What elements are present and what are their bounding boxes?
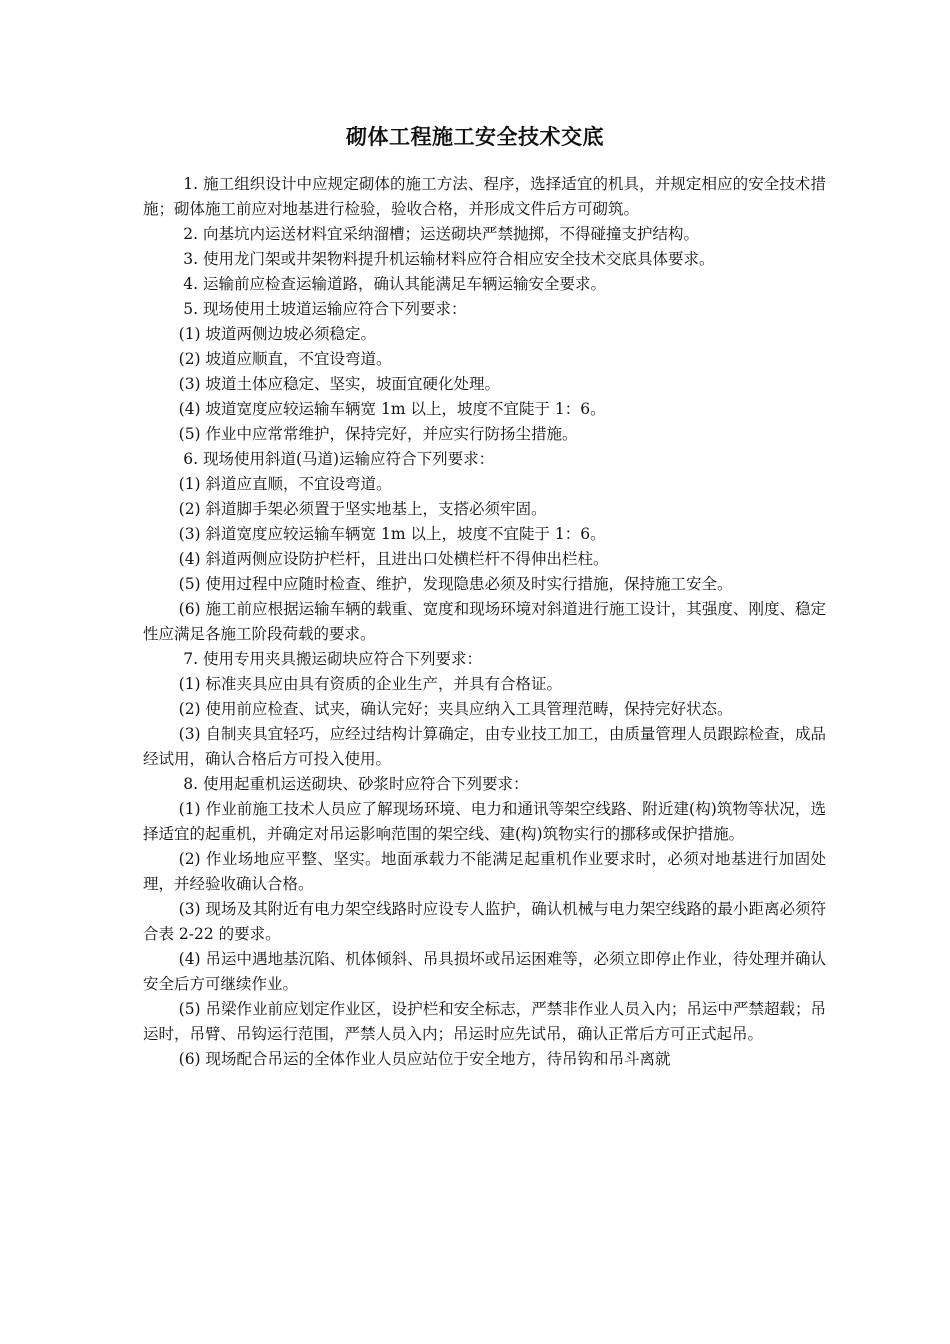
- sub-item-8-3: (3) 现场及其附近有电力架空线路时应设专人监护，确认机械与电力架空线路的最小距离必须符合表 2-22 的要求。: [143, 900, 826, 943]
- sub-item-5-5: (5) 作业中应常常维护，保持完好，并应实行防扬尘措施。: [178, 425, 578, 443]
- paragraph-2: 2. 向基坑内运送材料宜采纳溜槽；运送砌块严禁抛掷，不得碰撞支护结构。: [183, 225, 700, 243]
- sub-item-7-3: (3) 自制夹具宜轻巧，应经过结构计算确定，由专业技工加工，由质量管理人员跟踪检查，成品经试用，确认合格后方可投入使用。: [143, 725, 826, 768]
- paragraph-6: 6. 现场使用斜道(马道)运输应符合下列要求：: [183, 450, 495, 468]
- sub-item-6-4: (4) 斜道两侧应设防护栏杆，且进出口处横栏杆不得伸出栏柱。: [178, 550, 609, 568]
- sub-item-6-1: (1) 斜道应直顺，不宜设弯道。: [178, 475, 392, 493]
- sub-item-6-6: (6) 施工前应根据运输车辆的载重、宽度和现场环境对斜道进行施工设计，其强度、刚度、稳定性应满足各施工阶段荷载的要求。: [143, 600, 826, 643]
- paragraph-4: 4. 运输前应检查运输道路，确认其能满足车辆运输安全要求。: [183, 275, 607, 293]
- sub-item-7-1: (1) 标准夹具应由具有资质的企业生产，并具有合格证。: [178, 675, 563, 693]
- sub-item-8-5: (5) 吊梁作业前应划定作业区，设护栏和安全标志，严禁非作业人员入内；吊运中严禁超载；吊运时，吊臂、吊钩运行范围，严禁人员入内；吊运时应先试吊，确认正常后方可正式起吊。: [143, 1000, 826, 1043]
- sub-item-6-3: (3) 斜道宽度应较运输车辆宽 1m 以上，坡度不宜陡于 1：6。: [178, 525, 606, 543]
- paragraph-1: 1. 施工组织设计中应规定砌体的施工方法、程序，选择适宜的机具，并规定相应的安全技术措施；砌体施工前应对地基进行检验，验收合格，并形成文件后方可砌筑。: [143, 175, 826, 218]
- sub-item-6-5: (5) 使用过程中应随时检查、维护，发现隐患必须及时实行措施，保持施工安全。: [178, 575, 733, 593]
- sub-item-5-1: (1) 坡道两侧边坡必须稳定。: [178, 325, 377, 343]
- sub-item-8-1: (1) 作业前施工技术人员应了解现场环境、电力和通讯等架空线路、附近建(构)筑物等状况，选择适宜的起重机，并确定对吊运影响范围的架空线、建(构)筑物实行的挪移或保护措施。: [143, 800, 826, 843]
- sub-item-5-4: (4) 坡道宽度应较运输车辆宽 1m 以上，坡度不宜陡于 1：6。: [178, 400, 606, 418]
- sub-item-8-6: (6) 现场配合吊运的全体作业人员应站位于安全地方，待吊钩和吊斗离就: [178, 1050, 671, 1068]
- sub-item-6-2: (2) 斜道脚手架必须置于坚实地基上，支搭必须牢固。: [178, 500, 547, 518]
- document-title: 砌体工程施工安全技术交底: [346, 125, 604, 149]
- sub-item-8-4: (4) 吊运中遇地基沉陷、机体倾斜、吊具损坏或吊运困难等，必须立即停止作业，待处理并确认安全后方可继续作业。: [143, 950, 826, 993]
- paragraph-8: 8. 使用起重机运送砌块、砂浆时应符合下列要求：: [183, 775, 529, 793]
- sub-item-5-2: (2) 坡道应顺直，不宜设弯道。: [178, 350, 392, 368]
- sub-item-7-2: (2) 使用前应检查、试夹，确认完好；夹具应纳入工具管理范畴，保持完好状态。: [178, 700, 733, 718]
- paragraph-5: 5. 现场使用土坡道运输应符合下列要求：: [183, 300, 467, 318]
- paragraph-3: 3. 使用龙门架或井架物料提升机运输材料应符合相应安全技术交底具体要求。: [183, 250, 715, 268]
- paragraph-7: 7. 使用专用夹具搬运砌块应符合下列要求：: [183, 650, 483, 668]
- sub-item-8-2: (2) 作业场地应平整、坚实。地面承载力不能满足起重机作业要求时，必须对地基进行加固处理，并经验收确认合格。: [143, 850, 826, 893]
- sub-item-5-3: (3) 坡道土体应稳定、坚实，坡面宜硬化处理。: [178, 375, 501, 393]
- document-body: [143, 172, 826, 1072]
